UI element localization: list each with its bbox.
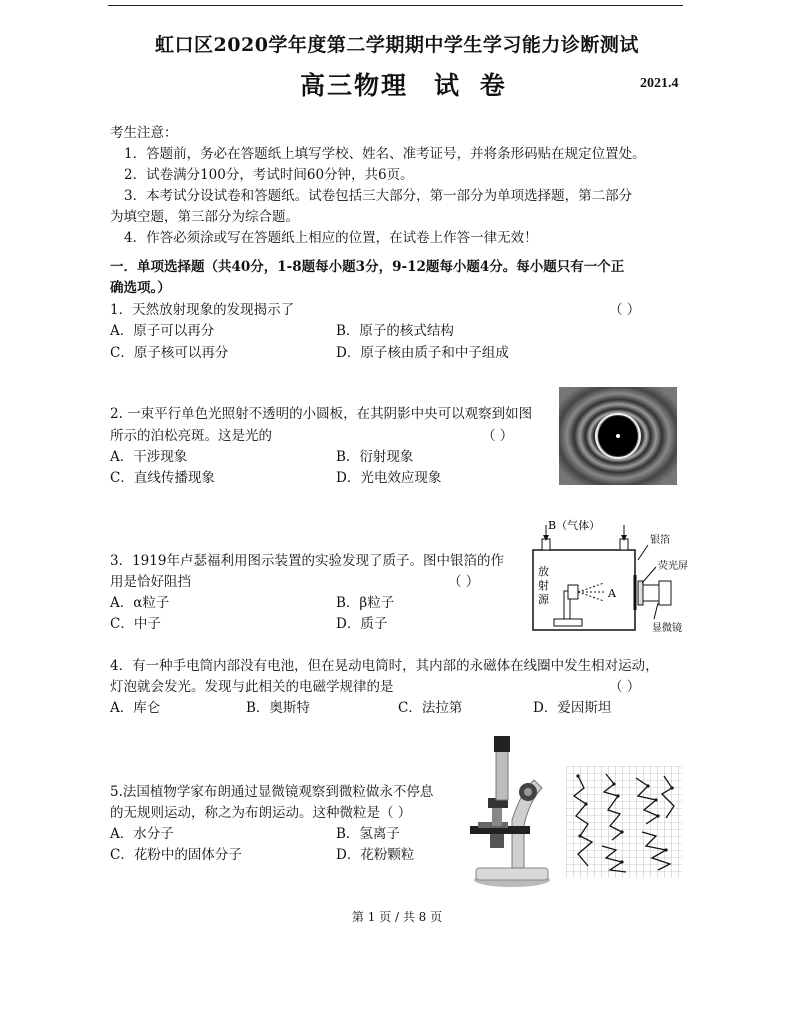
exam-title: 虹口区2020学年度第二学期期中学生学习能力诊断测试 [155,34,639,56]
notice-item-2: 2．试卷满分100分，考试时间60分钟，共6页。 [124,167,414,183]
q3-option-a: A．α粒子 [110,595,170,611]
q5-option-a: A．水分子 [110,826,174,842]
page-footer: 第 1 页 / 共 8 页 [351,910,443,924]
label-source-1: 放 [538,565,549,578]
q2-option-c: C．直线传播现象 [110,470,215,486]
q5-stem: 5.法国植物学家布朗通过显微镜观察到微粒做永不停息 [110,784,434,800]
exam-date: 2021.4 [640,76,679,91]
label-fluorescent-screen: 荧光屏 [658,561,688,572]
section-heading: 一．单项选择题（共40分，1-8题每小题3分，9-12题每小题4分。每小题只有一个正 [110,259,625,275]
q5-option-d: D．花粉颗粒 [336,847,415,863]
q5-option-b: B．氢离子 [336,826,400,842]
q4-answer-blank: （ ） [609,679,641,695]
section-heading-cont: 确选项。） [110,280,171,296]
notice-heading: 考生注意： [110,125,178,141]
notice-item-3: 3．本考试分设试卷和答题纸。试卷包括三大部分，第一部分为单项选择题，第二部分 [124,188,633,204]
q4-option-b: B．奥斯特 [246,700,310,716]
label-silver-foil: 银箔 [650,535,670,546]
q1-option-c: C．原子核可以再分 [110,345,229,361]
q1-answer-blank: （ ） [609,302,641,318]
exam-subject: 高三物理 [300,71,409,100]
q2-option-d: D．光电效应现象 [336,470,442,486]
q1-option-b: B．原子的核式结构 [336,323,454,339]
q3-stem: 3．1919年卢瑟福利用图示装置的实验发现了质子。图中银箔的作 [110,553,504,569]
q4-option-d: D．爱因斯坦 [533,700,612,716]
q2-stem: 2. 一束平行单色光照射不透明的小圆板，在其阴影中央可以观察到如图 [110,406,533,422]
q5-stem-cont: 的无规则运动，称之为布朗运动。这种微粒是（ ） [110,805,412,821]
label-source-3: 源 [538,593,549,606]
notice-item-3-cont: 为填空题，第三部分为综合题。 [110,209,299,225]
brownian-motion-grid [566,766,682,878]
q5-option-c: C．花粉中的固体分子 [110,847,242,863]
notice-item-4: 4．作答必须涂或写在答题纸上相应的位置，在试卷上作答一律无效！ [124,230,538,246]
q2-option-a: A．干涉现象 [110,449,188,465]
q4-stem-cont: 灯泡就会发光。发现与此相关的电磁学规律的是 [110,679,394,695]
microscope-image [462,730,558,890]
q4-option-a: A．库仑 [110,700,161,716]
label-gas-b: B（气体） [548,519,601,532]
q3-stem-cont: 用是恰好阻挡 [110,574,191,590]
notice-item-1: 1．答题前，务必在答题纸上填写学校、姓名、准考证号，并将条形码贴在规定位置处。 [124,146,646,162]
q3-answer-blank: （ ） [448,574,480,590]
q2-option-b: B．衍射现象 [336,449,414,465]
q3-option-b: B．β粒子 [336,595,395,611]
poisson-spot-image [559,387,677,485]
q4-option-c: C．法拉第 [398,700,463,716]
label-point-a: A [608,587,616,600]
top-rule [108,5,683,6]
q2-answer-blank: （ ） [482,428,514,444]
exam-paper-label: 试 卷 [434,71,511,100]
q4-stem: 4．有一种手电筒内部没有电池，但在晃动电筒时，其内部的永磁体在线圈中发生相对运动， [110,658,659,674]
q3-option-d: D．质子 [336,616,388,632]
rutherford-apparatus-diagram [530,515,700,635]
q1-option-a: A．原子可以再分 [110,323,215,339]
label-source-2: 射 [538,579,549,592]
q3-option-c: C．中子 [110,616,161,632]
q1-option-d: D．原子核由质子和中子组成 [336,345,509,361]
label-microscope: 显微镜 [652,623,682,634]
q1-stem: 1．天然放射现象的发现揭示了 [110,302,295,318]
q2-stem-cont: 所示的泊松亮斑。这是光的 [110,428,272,444]
